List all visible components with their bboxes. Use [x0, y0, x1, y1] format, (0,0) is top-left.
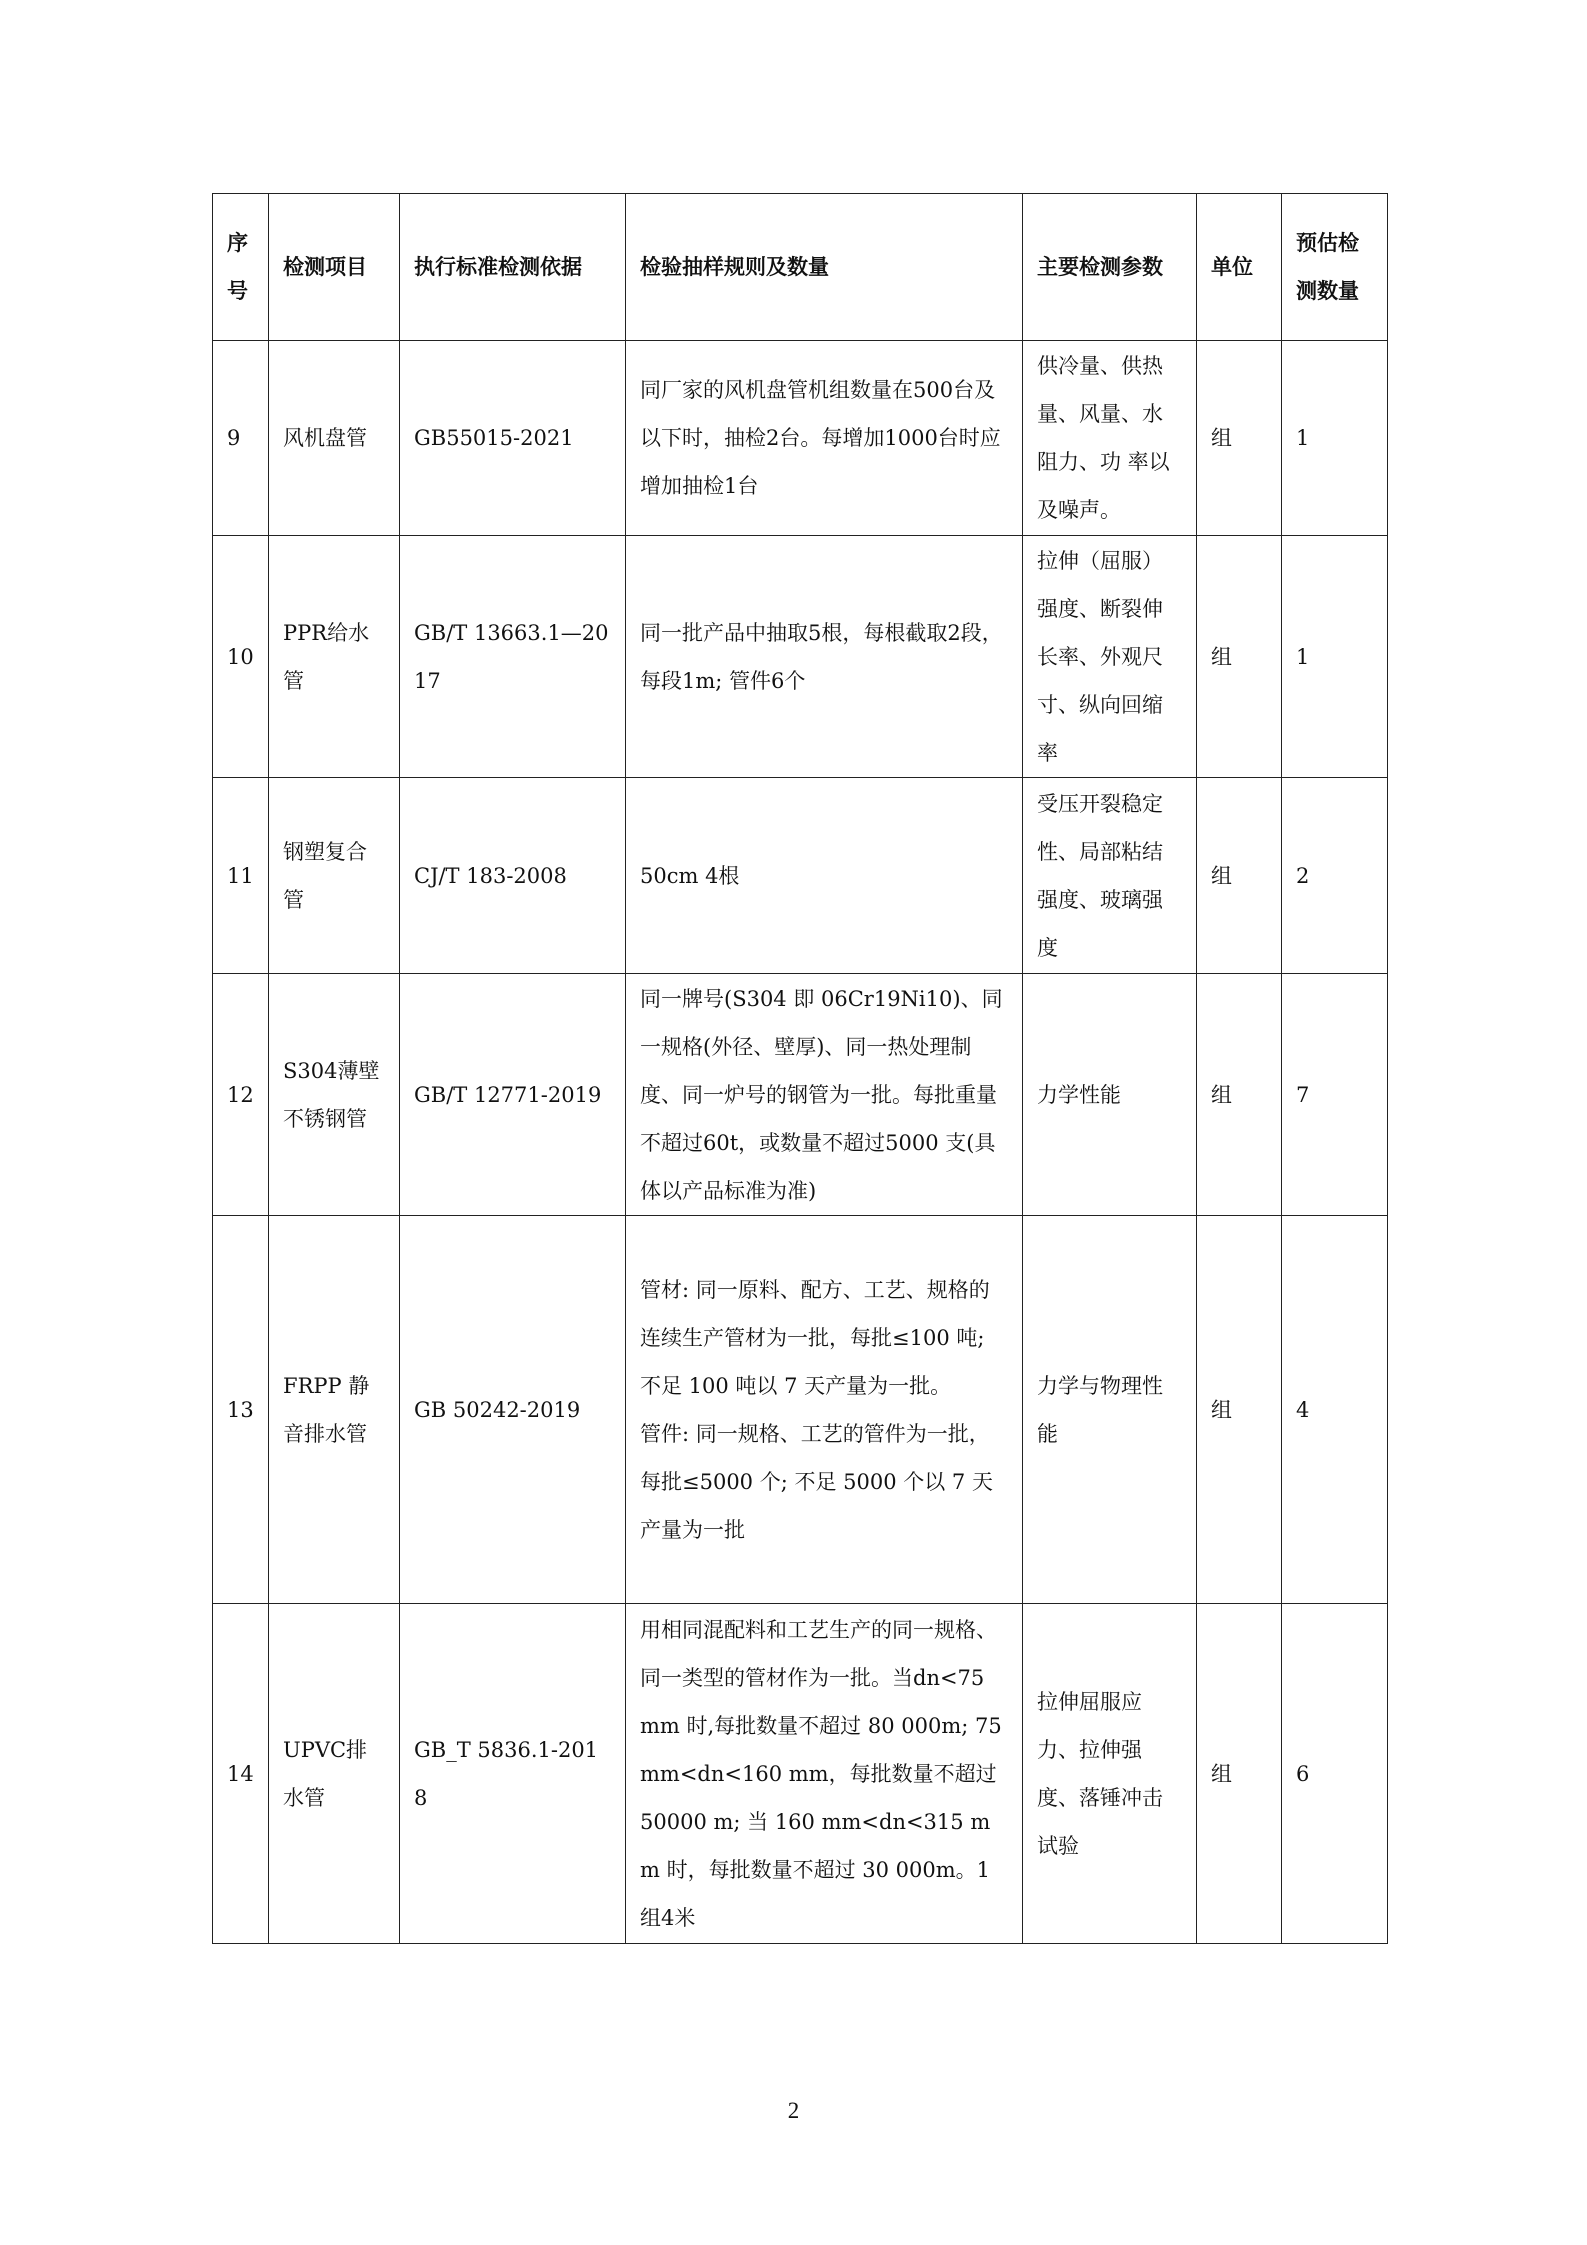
cell-sampling [626, 778, 1023, 974]
table-row [213, 778, 1388, 974]
cell-standard: GB55015-2021 [400, 341, 626, 536]
cell-item: 风机盘管 [269, 341, 400, 536]
cell-unit: 组 [1197, 341, 1282, 536]
sampling-paragraph: 用相同混配料和工艺生产的同一规格、同一类型的管材作为一批。当dn<75 mm 时,每批数量不超过 80 000m; 75mm<dn<160 mm，每批数量不超过 50000 m; 当 160 mm<dn<315 mm 时，每批数量不超过 30 000m。1组4米 [640, 1617, 1002, 1930]
cell-item: S304薄壁不锈钢管 [269, 974, 400, 1216]
cell-unit: 组 [1197, 1216, 1282, 1604]
table-row [213, 341, 1388, 536]
table-row [213, 1604, 1388, 1944]
cell-estimate: 4 [1282, 1216, 1388, 1604]
cell-params: 力学性能 [1023, 974, 1197, 1216]
cell-seq: 10 [213, 536, 269, 778]
cell-params: 力学与物理性能 [1023, 1216, 1197, 1604]
table-body [213, 341, 1388, 1944]
cell-standard: GB_T 5836.1-2018 [400, 1604, 626, 1944]
cell-unit: 组 [1197, 974, 1282, 1216]
sampling-paragraph: 管材: 同一原料、配方、工艺、规格的连续生产管材为一批，每批≤100 吨; 不足 100 吨以 7 天产量为一批。 [640, 1277, 990, 1398]
cell-item: UPVC排水管 [269, 1604, 400, 1944]
cell-seq: 11 [213, 778, 269, 974]
cell-item: PPR给水管 [269, 536, 400, 778]
header-standard: 执行标准检测依据 [400, 194, 626, 341]
inspection-table [212, 193, 1388, 1944]
cell-seq: 14 [213, 1604, 269, 1944]
header-seq: 序号 [213, 194, 269, 341]
cell-item: 钢塑复合管 [269, 778, 400, 974]
cell-params: 受压开裂稳定性、局部粘结强度、玻璃强度 [1023, 778, 1197, 974]
cell-estimate: 2 [1282, 778, 1388, 974]
cell-params: 拉伸屈服应力、拉伸强度、落锤冲击试验 [1023, 1604, 1197, 1944]
header-item: 检测项目 [269, 194, 400, 341]
cell-seq: 9 [213, 341, 269, 536]
sampling-paragraph: 管件: 同一规格、工艺的管件为一批，每批≤5000 个; 不足 5000 个以 7 天产量为一批 [640, 1421, 993, 1542]
cell-sampling [626, 536, 1023, 778]
cell-estimate: 1 [1282, 341, 1388, 536]
table-row [213, 536, 1388, 778]
sampling-paragraph: 同一牌号(S304 即 06Cr19Ni10)、同一规格(外径、壁厚)、同一热处理制度、同一炉号的钢管为一批。每批重量不超过60t，或数量不超过5000 支(具体以产品标准为准) [640, 986, 1003, 1203]
header-sampling: 检验抽样规则及数量 [626, 194, 1023, 341]
cell-sampling [626, 1216, 1023, 1604]
header-unit: 单位 [1197, 194, 1282, 341]
cell-unit: 组 [1197, 1604, 1282, 1944]
table-row [213, 974, 1388, 1216]
cell-estimate: 6 [1282, 1604, 1388, 1944]
cell-estimate: 1 [1282, 536, 1388, 778]
cell-item: FRPP 静音排水管 [269, 1216, 400, 1604]
cell-unit: 组 [1197, 778, 1282, 974]
cell-seq: 13 [213, 1216, 269, 1604]
cell-standard: GB 50242-2019 [400, 1216, 626, 1604]
header-params: 主要检测参数 [1023, 194, 1197, 341]
cell-sampling [626, 974, 1023, 1216]
sampling-paragraph: 同厂家的风机盘管机组数量在500台及以下时，抽检2台。每增加1000台时应增加抽检1台 [640, 378, 1001, 498]
cell-unit: 组 [1197, 536, 1282, 778]
cell-standard: GB/T 12771-2019 [400, 974, 626, 1216]
cell-sampling [626, 1604, 1023, 1944]
cell-seq: 12 [213, 974, 269, 1216]
cell-params: 供冷量、供热量、风量、水阻力、功 率以及噪声。 [1023, 341, 1197, 536]
table-header-row [213, 194, 1388, 341]
sampling-paragraph: 同一批产品中抽取5根，每根截取2段，每段1m; 管件6个 [640, 620, 1003, 693]
page-number: 2 [787, 2098, 800, 2123]
cell-params: 拉伸（屈服）强度、断裂伸长率、外观尺寸、纵向回缩率 [1023, 536, 1197, 778]
cell-standard: CJ/T 183-2008 [400, 778, 626, 974]
sampling-paragraph: 50cm 4根 [640, 863, 740, 888]
table-row [213, 1216, 1388, 1604]
cell-standard: GB/T 13663.1—2017 [400, 536, 626, 778]
header-estimate: 预估检测数量 [1282, 194, 1388, 341]
cell-estimate: 7 [1282, 974, 1388, 1216]
cell-sampling [626, 341, 1023, 536]
